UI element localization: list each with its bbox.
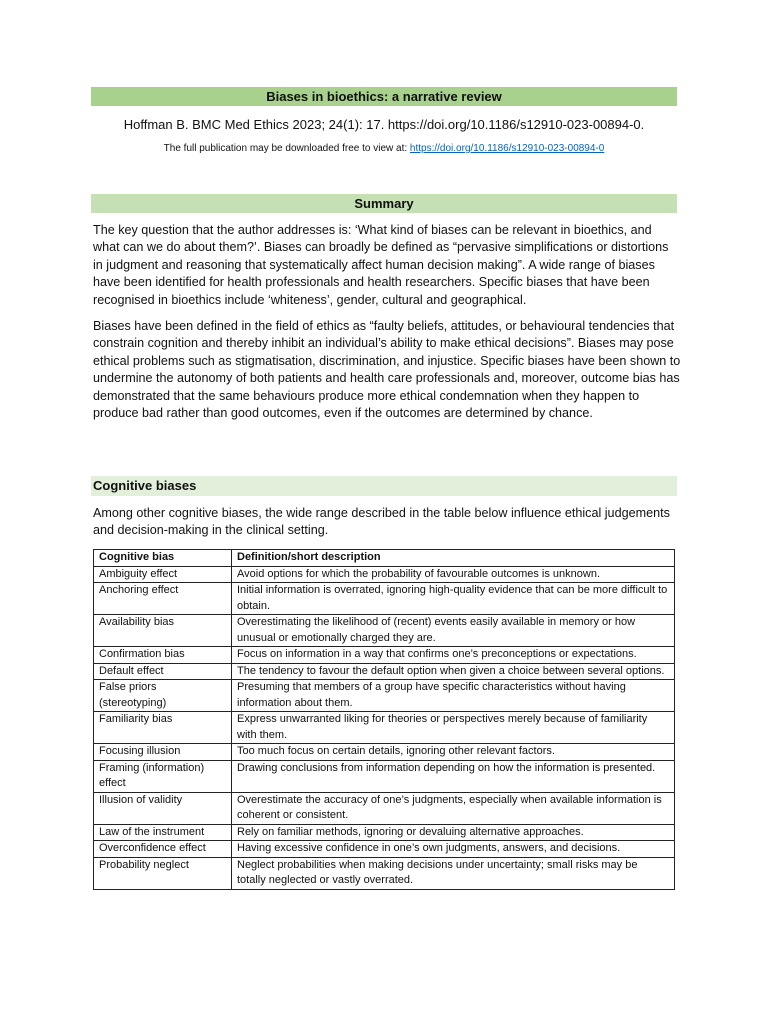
table-row: [94, 680, 675, 712]
bias-name-cell: False priors (stereotyping): [94, 680, 232, 712]
bias-name-cell: Law of the instrument: [94, 824, 232, 841]
table-row: [94, 744, 675, 761]
header-definition: Definition/short description: [232, 550, 675, 567]
bias-definition-cell: Overestimate the accuracy of one’s judgments, especially when available information is coherent or consistent.: [232, 792, 675, 824]
bias-name-cell: Probability neglect: [94, 857, 232, 889]
bias-definition-cell: Focus on information in a way that confirms one’s preconceptions or expectations.: [232, 647, 675, 664]
bias-name-cell: Overconfidence effect: [94, 841, 232, 858]
table-row: [94, 792, 675, 824]
bias-definition-cell: Overestimating the likelihood of (recent) events easily available in memory or how unusual or emotionally charged they are.: [232, 615, 675, 647]
table-row: [94, 841, 675, 858]
download-note: [0, 143, 768, 154]
table-row: [94, 647, 675, 664]
bias-name-cell: Confirmation bias: [94, 647, 232, 664]
bias-definition-cell: Drawing conclusions from information depending on how the information is presented.: [232, 760, 675, 792]
bias-name-cell: Framing (information) effect: [94, 760, 232, 792]
bias-definition-cell: Initial information is overrated, ignoring high-quality evidence that can be more difficult to obtain.: [232, 583, 675, 615]
doi-link[interactable]: https://doi.org/10.1186/s12910-023-00894-0: [409, 143, 605, 154]
bias-definition-cell: Too much focus on certain details, ignoring other relevant factors.: [232, 744, 675, 761]
bias-name-cell: Default effect: [94, 663, 232, 680]
bias-name-cell: Availability bias: [94, 615, 232, 647]
table-row: [94, 566, 675, 583]
bias-name-cell: Illusion of validity: [94, 792, 232, 824]
download-prefix: The full publication may be downloaded free to view at:: [163, 143, 410, 154]
bias-definition-cell: Neglect probabilities when making decisions under uncertainty; small risks may be totally neglected or vastly overrated.: [232, 857, 675, 889]
bias-definition-cell: Avoid options for which the probability of favourable outcomes is unknown.: [232, 566, 675, 583]
bias-name-cell: Focusing illusion: [94, 744, 232, 761]
citation: Hoffman B. BMC Med Ethics 2023; 24(1): 17. https://doi.org/10.1186/s12910-023-00894-0.: [123, 117, 645, 132]
table-row: [94, 663, 675, 680]
summary-heading: Summary: [91, 194, 677, 213]
table-body: [94, 566, 675, 889]
bias-name-cell: Ambiguity effect: [94, 566, 232, 583]
cognitive-biases-heading: Cognitive biases: [91, 476, 677, 496]
table-row: [94, 583, 675, 615]
document-title: Biases in bioethics: a narrative review: [91, 87, 677, 106]
table-row: [94, 712, 675, 744]
cognitive-bias-table: [93, 549, 675, 890]
bias-definition-cell: Presuming that members of a group have specific characteristics without having information about them.: [232, 680, 675, 712]
bias-name-cell: Familiarity bias: [94, 712, 232, 744]
cognitive-intro: Among other cognitive biases, the wide range described in the table below influence ethical judgements and decision-making in the clinical setting.: [93, 506, 670, 538]
bias-definition-cell: The tendency to favour the default option when given a choice between several options.: [232, 663, 675, 680]
summary-paragraph-2: Biases have been defined in the field of ethics as “faulty beliefs, attitudes, or behavioural tendencies that constrain cognition and thereby inhibit an individual’s ability to make ethical decisions”. Biases may pose ethical problems such as stigmatisation, discrimination, and injustice. Specific biases have been shown to undermine the autonomy of both patients and health care professionals and, moreover, outcome bias has demonstrated that the same behaviours produce more ethical condemnation when they happen to produce bad rather than good outcomes, even if the outcomes are determined by chance.: [93, 319, 681, 421]
bias-name-cell: Anchoring effect: [94, 583, 232, 615]
bias-definition-cell: Having excessive confidence in one’s own judgments, answers, and decisions.: [232, 841, 675, 858]
bias-definition-cell: Express unwarranted liking for theories or perspectives merely because of familiarity with them.: [232, 712, 675, 744]
table-row: [94, 857, 675, 889]
table-row: [94, 615, 675, 647]
table-row: [94, 824, 675, 841]
summary-paragraph-1: The key question that the author addresses is: ‘What kind of biases can be relevant in bioethics, and what can we do about them?’. Biases can broadly be defined as “pervasive simplifications or distortions in judgment and reasoning that systematically affect human decision making”. A wide range of biases have been identified for health professionals and health researchers. Specific biases that have been recognised in bioethics include ‘whiteness’, gender, cultural and geographical.: [93, 223, 669, 307]
table-header-row: [94, 550, 675, 567]
table-row: [94, 760, 675, 792]
bias-definition-cell: Rely on familiar methods, ignoring or devaluing alternative approaches.: [232, 824, 675, 841]
header-cognitive-bias: Cognitive bias: [94, 550, 232, 567]
